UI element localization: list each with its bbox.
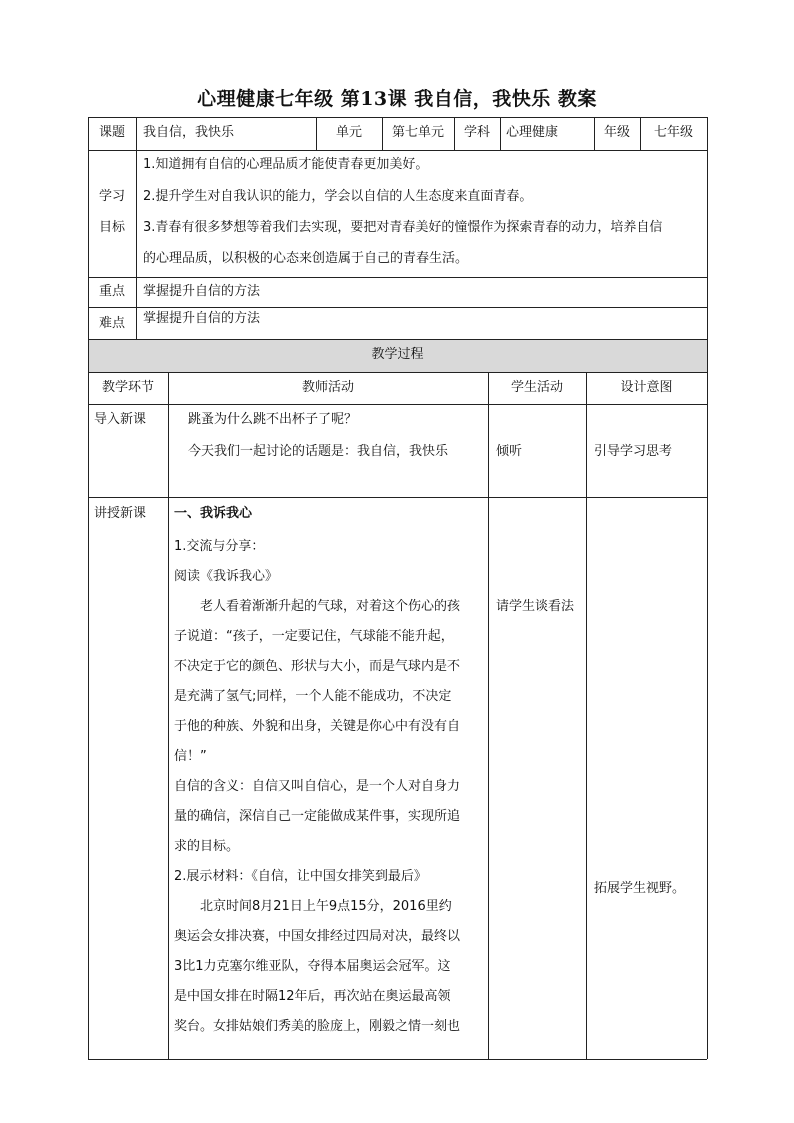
- grade-value: 七年级: [653, 125, 693, 140]
- table-rule: [500, 117, 501, 150]
- column-header-student: 学生活动: [510, 380, 563, 395]
- lecture-line: 于他的种族、外貌和出身，关键是你心中有没有自: [174, 719, 461, 734]
- course-value: 我自信，我快乐: [143, 125, 235, 140]
- table-rule: [168, 372, 169, 1059]
- lesson-plan-table: [88, 117, 707, 1059]
- table-rule: [586, 372, 587, 1059]
- objectives-label: 学习: [98, 189, 125, 204]
- table-rule: [88, 117, 89, 1059]
- table-rule: [707, 117, 708, 1059]
- difficult-point-label: 难点: [98, 316, 125, 331]
- course-label: 课题: [98, 125, 125, 140]
- column-header-intent: 设计意图: [620, 380, 673, 395]
- column-header-stage: 教学环节: [101, 380, 154, 395]
- lecture-line: 2.展示材料：《自信，让中国女排笑到最后》: [174, 869, 427, 884]
- lecture-line: 求的目标。: [174, 839, 240, 854]
- lecture-heading: 一、我诉我心: [174, 506, 253, 521]
- table-rule: [88, 307, 707, 308]
- lecture-line: 量的确信，深信自己一定能做成某件事，实现所追: [174, 809, 461, 824]
- lecture-intent: 拓展学生视野。: [594, 881, 686, 896]
- table-rule: [88, 1059, 707, 1060]
- objectives-label: 目标: [98, 220, 125, 235]
- grade-label: 年级: [603, 125, 630, 140]
- lecture-body: [174, 532, 484, 1042]
- column-header-teacher: 教师活动: [301, 380, 354, 395]
- lecture-line: 奖台。女排姑娘们秀美的脸庞上，刚毅之情一刻也: [174, 1019, 461, 1034]
- lecture-line: 子说道：“孩子，一定要记住，气球能不能升起，: [174, 629, 454, 644]
- lecture-line: 不决定于它的颜色、形状与大小，而是气球内是不: [174, 659, 461, 674]
- table-rule: [88, 372, 707, 373]
- table-rule: [488, 372, 489, 1059]
- table-rule: [88, 150, 707, 151]
- lecture-line: 阅读《我诉我心》: [174, 569, 279, 584]
- intro-intent: 引导学习思考: [594, 444, 673, 459]
- intro-student: 倾听: [496, 444, 523, 459]
- process-header: 教学过程: [371, 347, 424, 362]
- subject-value: 心理健康: [506, 125, 559, 140]
- table-rule: [88, 117, 707, 118]
- table-rule: [88, 277, 707, 278]
- lecture-line: 是中国女排在时隔12年后，再次站在奥运最高领: [174, 989, 451, 1004]
- table-rule: [88, 404, 707, 405]
- objective-item: 2.提升学生对自我认识的能力，学会以自信的人生态度来直面青春。: [143, 189, 533, 204]
- difficult-point-value: 掌握提升自信的方法: [143, 311, 261, 326]
- table-rule: [88, 339, 707, 340]
- intro-teacher-line: 今天我们一起讨论的话题是：我自信，我快乐: [188, 444, 449, 459]
- lecture-line: 奥运会女排决赛，中国女排经过四局对决，最终以: [174, 929, 461, 944]
- intro-stage: 导入新课: [94, 412, 147, 427]
- unit-label: 单元: [335, 125, 362, 140]
- lecture-line: 3比1力克塞尔维亚队，夺得本届奥运会冠军。这: [174, 959, 451, 974]
- lecture-stage: 讲授新课: [94, 506, 147, 521]
- document-title: 心理健康七年级 第13课 我自信，我快乐 教案: [197, 88, 597, 110]
- lecture-line: 是充满了氢气;同样，一个人能不能成功，不决定: [174, 689, 452, 704]
- lecture-line: 信！”: [174, 749, 207, 764]
- lecture-line: 北京时间8月21日上午9点15分，2016里约: [174, 899, 452, 914]
- lecture-line: 老人看着渐渐升起的气球，对着这个伤心的孩: [174, 599, 461, 614]
- unit-value: 第七单元: [391, 125, 444, 140]
- lecture-line: 1.交流与分享：: [174, 539, 265, 554]
- key-point-label: 重点: [98, 284, 125, 299]
- key-point-value: 掌握提升自信的方法: [143, 284, 261, 299]
- table-rule: [88, 497, 707, 498]
- intro-teacher-line: 跳蚤为什么跳不出杯子了呢？: [188, 412, 358, 427]
- lecture-student: 请学生谈看法: [496, 599, 575, 614]
- objective-item: 3.青春有很多梦想等着我们去实现，要把对青春美好的憧憬作为探索青春的动力，培养自信: [143, 220, 663, 235]
- subject-label: 学科: [463, 125, 490, 140]
- table-rule: [136, 117, 137, 339]
- objective-item: 的心理品质，以积极的心态来创造属于自己的青春生活。: [143, 251, 469, 266]
- objective-item: 1.知道拥有自信的心理品质才能使青春更加美好。: [143, 157, 429, 172]
- lecture-line: 自信的含义：自信又叫自信心，是一个人对自身力: [174, 779, 461, 794]
